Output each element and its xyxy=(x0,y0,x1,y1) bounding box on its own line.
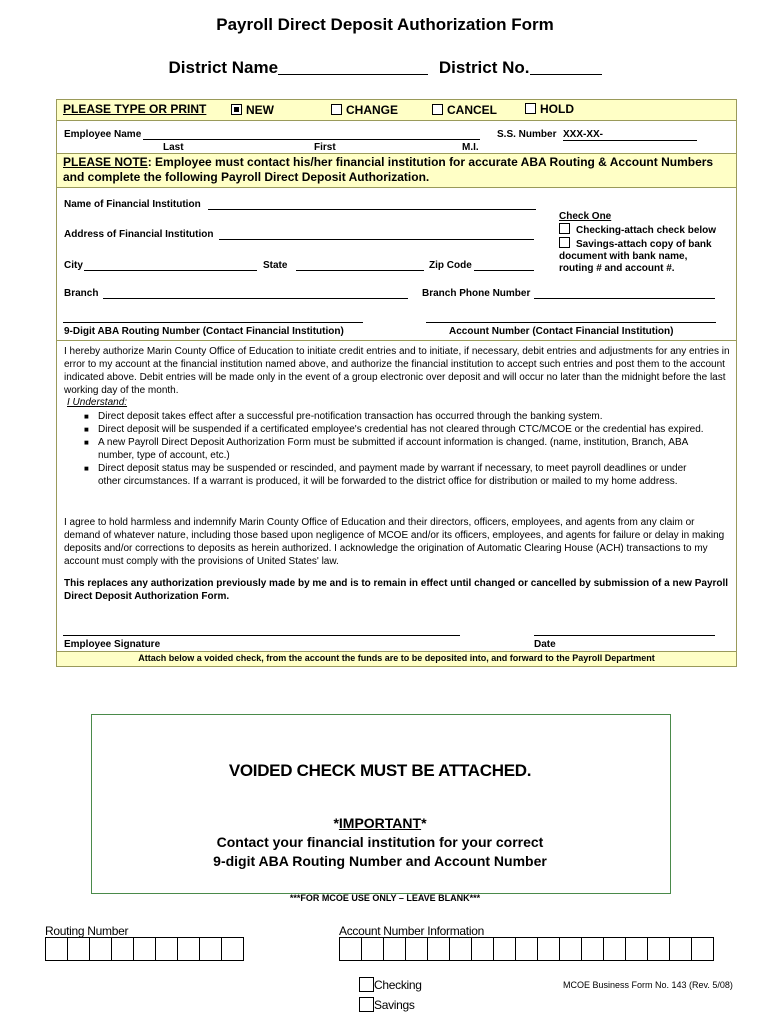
account-digit-box[interactable] xyxy=(427,937,450,961)
account-digit-box[interactable] xyxy=(405,937,428,961)
bottom-checking-option[interactable] xyxy=(359,977,422,992)
routing-digit-box[interactable] xyxy=(89,937,112,961)
district-name-label: District Name xyxy=(168,58,279,77)
important-suffix: * xyxy=(421,815,427,831)
form-title: Payroll Direct Deposit Authorization Form xyxy=(216,15,554,34)
first-label: First xyxy=(314,142,336,153)
date-label: Date xyxy=(534,639,556,650)
please-note-text xyxy=(63,155,728,185)
term-item: ■ Direct deposit takes effect after a successful pre-notification transaction has occurred through the banking system. xyxy=(84,410,704,423)
bottom-savings-checkbox[interactable] xyxy=(359,997,374,1012)
term-item: ■ A new Payroll Direct Deposit Authorization Form must be submitted if account information is changed. (name, institution, Branch, ABA number, type of account, etc.) xyxy=(84,436,704,462)
important-prefix: * xyxy=(333,815,339,831)
employee-name-field[interactable] xyxy=(143,128,480,140)
authorization-paragraph: I hereby authorize Marin County Office of Education to initiate credit entries and to initiate, if necessary, debit entries and adjustments for any entries in error to my account at the financial institution named above, and authorize the financial institution to accept such entries and post them to the account indicated above. Debit entries will be made only in the event of a group electronic over deposit and will occur no later than the midnight before the last working day of the month. xyxy=(64,346,730,396)
account-digit-box[interactable] xyxy=(669,937,692,961)
understand-label: I Understand: xyxy=(67,397,128,408)
district-line xyxy=(0,58,770,78)
voided-check-heading: VOIDED CHECK MUST BE ATTACHED. xyxy=(228,761,532,780)
check-one-checking-label: Checking-attach check below xyxy=(576,225,717,236)
account-number-label: Account Number (Contact Financial Institution) xyxy=(449,326,674,337)
type-print-label: PLEASE TYPE OR PRINT xyxy=(63,102,207,116)
mcoe-use-only: ***FOR MCOE USE ONLY – LEAVE BLANK*** xyxy=(289,893,481,903)
routing-digit-box[interactable] xyxy=(221,937,244,961)
district-name-field[interactable] xyxy=(278,59,428,75)
bottom-checking-label: Checking xyxy=(374,978,422,992)
section-divider xyxy=(57,340,736,341)
routing-number-label: 9-Digit ABA Routing Number (Contact Financial Institution) xyxy=(64,326,344,337)
last-label: Last xyxy=(163,142,184,153)
option-change[interactable] xyxy=(331,103,398,117)
important-line-1: Contact your financial institution for your correct xyxy=(216,834,544,850)
ssn-field[interactable] xyxy=(563,129,697,141)
important-word: IMPORTANT xyxy=(338,815,422,831)
account-digit-box[interactable] xyxy=(603,937,626,961)
replaces-paragraph: This replaces any authorization previously made by me and is to remain in effect until changed or cancelled by submission of a new Payroll Direct Deposit Authorization Form. xyxy=(64,578,729,602)
account-digit-box[interactable] xyxy=(647,937,670,961)
institution-name-field[interactable] xyxy=(208,198,536,210)
account-digit-box[interactable] xyxy=(691,937,714,961)
please-note-label: PLEASE NOTE xyxy=(63,155,148,169)
check-one-savings-label-3: routing # and account #. xyxy=(559,263,675,274)
routing-digit-box[interactable] xyxy=(133,937,156,961)
check-one-checking[interactable] xyxy=(559,223,716,236)
branch-phone-label: Branch Phone Number xyxy=(422,288,531,299)
account-number-field[interactable] xyxy=(426,311,716,323)
date-field[interactable] xyxy=(534,624,715,636)
account-digit-box[interactable] xyxy=(361,937,384,961)
institution-name-label: Name of Financial Institution xyxy=(64,199,201,210)
change-checkbox[interactable] xyxy=(331,104,342,115)
mi-label: M.I. xyxy=(462,142,479,153)
option-new-label: NEW xyxy=(246,103,274,117)
check-one-savings-label-2: document with bank name, xyxy=(559,251,688,262)
please-note-body: : Employee must contact his/her financial institution for accurate ABA Routing & Account Numbers and complete the following Payroll Direct Deposit Authorization. xyxy=(63,155,714,184)
account-digit-box[interactable] xyxy=(625,937,648,961)
important-line-2: 9-digit ABA Routing Number and Account Number xyxy=(213,853,547,869)
district-no-label: District No. xyxy=(438,58,530,77)
city-label: City xyxy=(64,260,83,271)
checking-checkbox[interactable] xyxy=(559,223,570,234)
term-item: ■ Direct deposit status may be suspended or rescinded, and payment made by warrant if necessary, to meet payroll deadlines or under other circumstances. If a warrant is produced, it will be forwarded to the district office for distribution or mailed to my home address. xyxy=(84,462,704,488)
ssn-value: XXX-XX- xyxy=(563,129,604,140)
routing-digit-box[interactable] xyxy=(111,937,134,961)
employee-signature-label: Employee Signature xyxy=(64,639,161,650)
account-number-grid[interactable] xyxy=(340,937,714,961)
account-digit-box[interactable] xyxy=(339,937,362,961)
account-digit-box[interactable] xyxy=(383,937,406,961)
district-no-field[interactable] xyxy=(530,59,602,75)
state-field[interactable] xyxy=(296,259,424,271)
cancel-checkbox[interactable] xyxy=(432,104,443,115)
account-digit-box[interactable] xyxy=(559,937,582,961)
routing-number-grid[interactable] xyxy=(46,937,244,961)
hold-harmless-paragraph: I agree to hold harmless and indemnify Marin County Office of Education and their directors, officers, employees, and agents from any claim or demand of whatever nature, including those based upon negligence of MCOE and/or its officers, employees, and agents for failure or delay in making deposits and/or corrections to deposits as herein authorized. I acknowledge the origination of Automatic Clearing House (ACH) transactions to my account must comply with the provisions of United States' law. xyxy=(64,517,725,567)
routing-digit-box[interactable] xyxy=(45,937,68,961)
option-cancel-label: CANCEL xyxy=(447,103,497,117)
important-heading xyxy=(91,815,669,831)
branch-field[interactable] xyxy=(103,287,408,299)
savings-checkbox[interactable] xyxy=(559,237,570,248)
routing-digit-box[interactable] xyxy=(155,937,178,961)
hold-checkbox[interactable] xyxy=(525,103,536,114)
account-digit-box[interactable] xyxy=(515,937,538,961)
account-digit-box[interactable] xyxy=(537,937,560,961)
employee-signature-field[interactable] xyxy=(63,624,460,636)
branch-phone-field[interactable] xyxy=(534,287,715,299)
bottom-savings-option[interactable] xyxy=(359,997,415,1012)
routing-digit-box[interactable] xyxy=(177,937,200,961)
ssn-label: S.S. Number xyxy=(497,129,557,140)
account-digit-box[interactable] xyxy=(581,937,604,961)
account-digit-box[interactable] xyxy=(471,937,494,961)
routing-number-grid-label: Routing Number xyxy=(45,924,129,938)
account-digit-box[interactable] xyxy=(493,937,516,961)
branch-label: Branch xyxy=(64,288,99,299)
check-one-savings-label-1: Savings-attach copy of bank xyxy=(576,239,712,250)
bottom-checking-checkbox[interactable] xyxy=(359,977,374,992)
option-hold[interactable] xyxy=(525,102,574,116)
form-number: MCOE Business Form No. 143 (Rev. 5/08) xyxy=(563,980,733,990)
employee-name-label: Employee Name xyxy=(64,129,142,140)
institution-address-field[interactable] xyxy=(219,228,534,240)
account-digit-box[interactable] xyxy=(449,937,472,961)
bottom-savings-label: Savings xyxy=(374,998,415,1012)
option-cancel[interactable] xyxy=(432,103,497,117)
city-field[interactable] xyxy=(84,259,257,271)
routing-digit-box[interactable] xyxy=(199,937,222,961)
routing-number-field[interactable] xyxy=(63,311,363,323)
institution-address-label: Address of Financial Institution xyxy=(64,229,214,240)
option-hold-label: HOLD xyxy=(540,102,574,116)
check-one-title: Check One xyxy=(559,211,612,222)
term-item: ■ Direct deposit will be suspended if a certificated employee's credential has not cleared through CTC/MCOE or the credential has expired. xyxy=(84,423,704,436)
account-info-grid-label: Account Number Information xyxy=(339,924,484,938)
zip-field[interactable] xyxy=(474,259,534,271)
terms-list xyxy=(84,410,704,488)
routing-digit-box[interactable] xyxy=(67,937,90,961)
check-one-savings[interactable] xyxy=(559,237,712,275)
option-change-label: CHANGE xyxy=(346,103,399,117)
option-new[interactable] xyxy=(231,103,274,117)
state-label: State xyxy=(263,260,288,271)
new-checkbox[interactable] xyxy=(231,104,242,115)
attach-note-text: Attach below a voided check, from the account the funds are to be deposited into, and forward to the Payroll Department xyxy=(138,653,655,663)
zip-label: Zip Code xyxy=(429,260,472,271)
